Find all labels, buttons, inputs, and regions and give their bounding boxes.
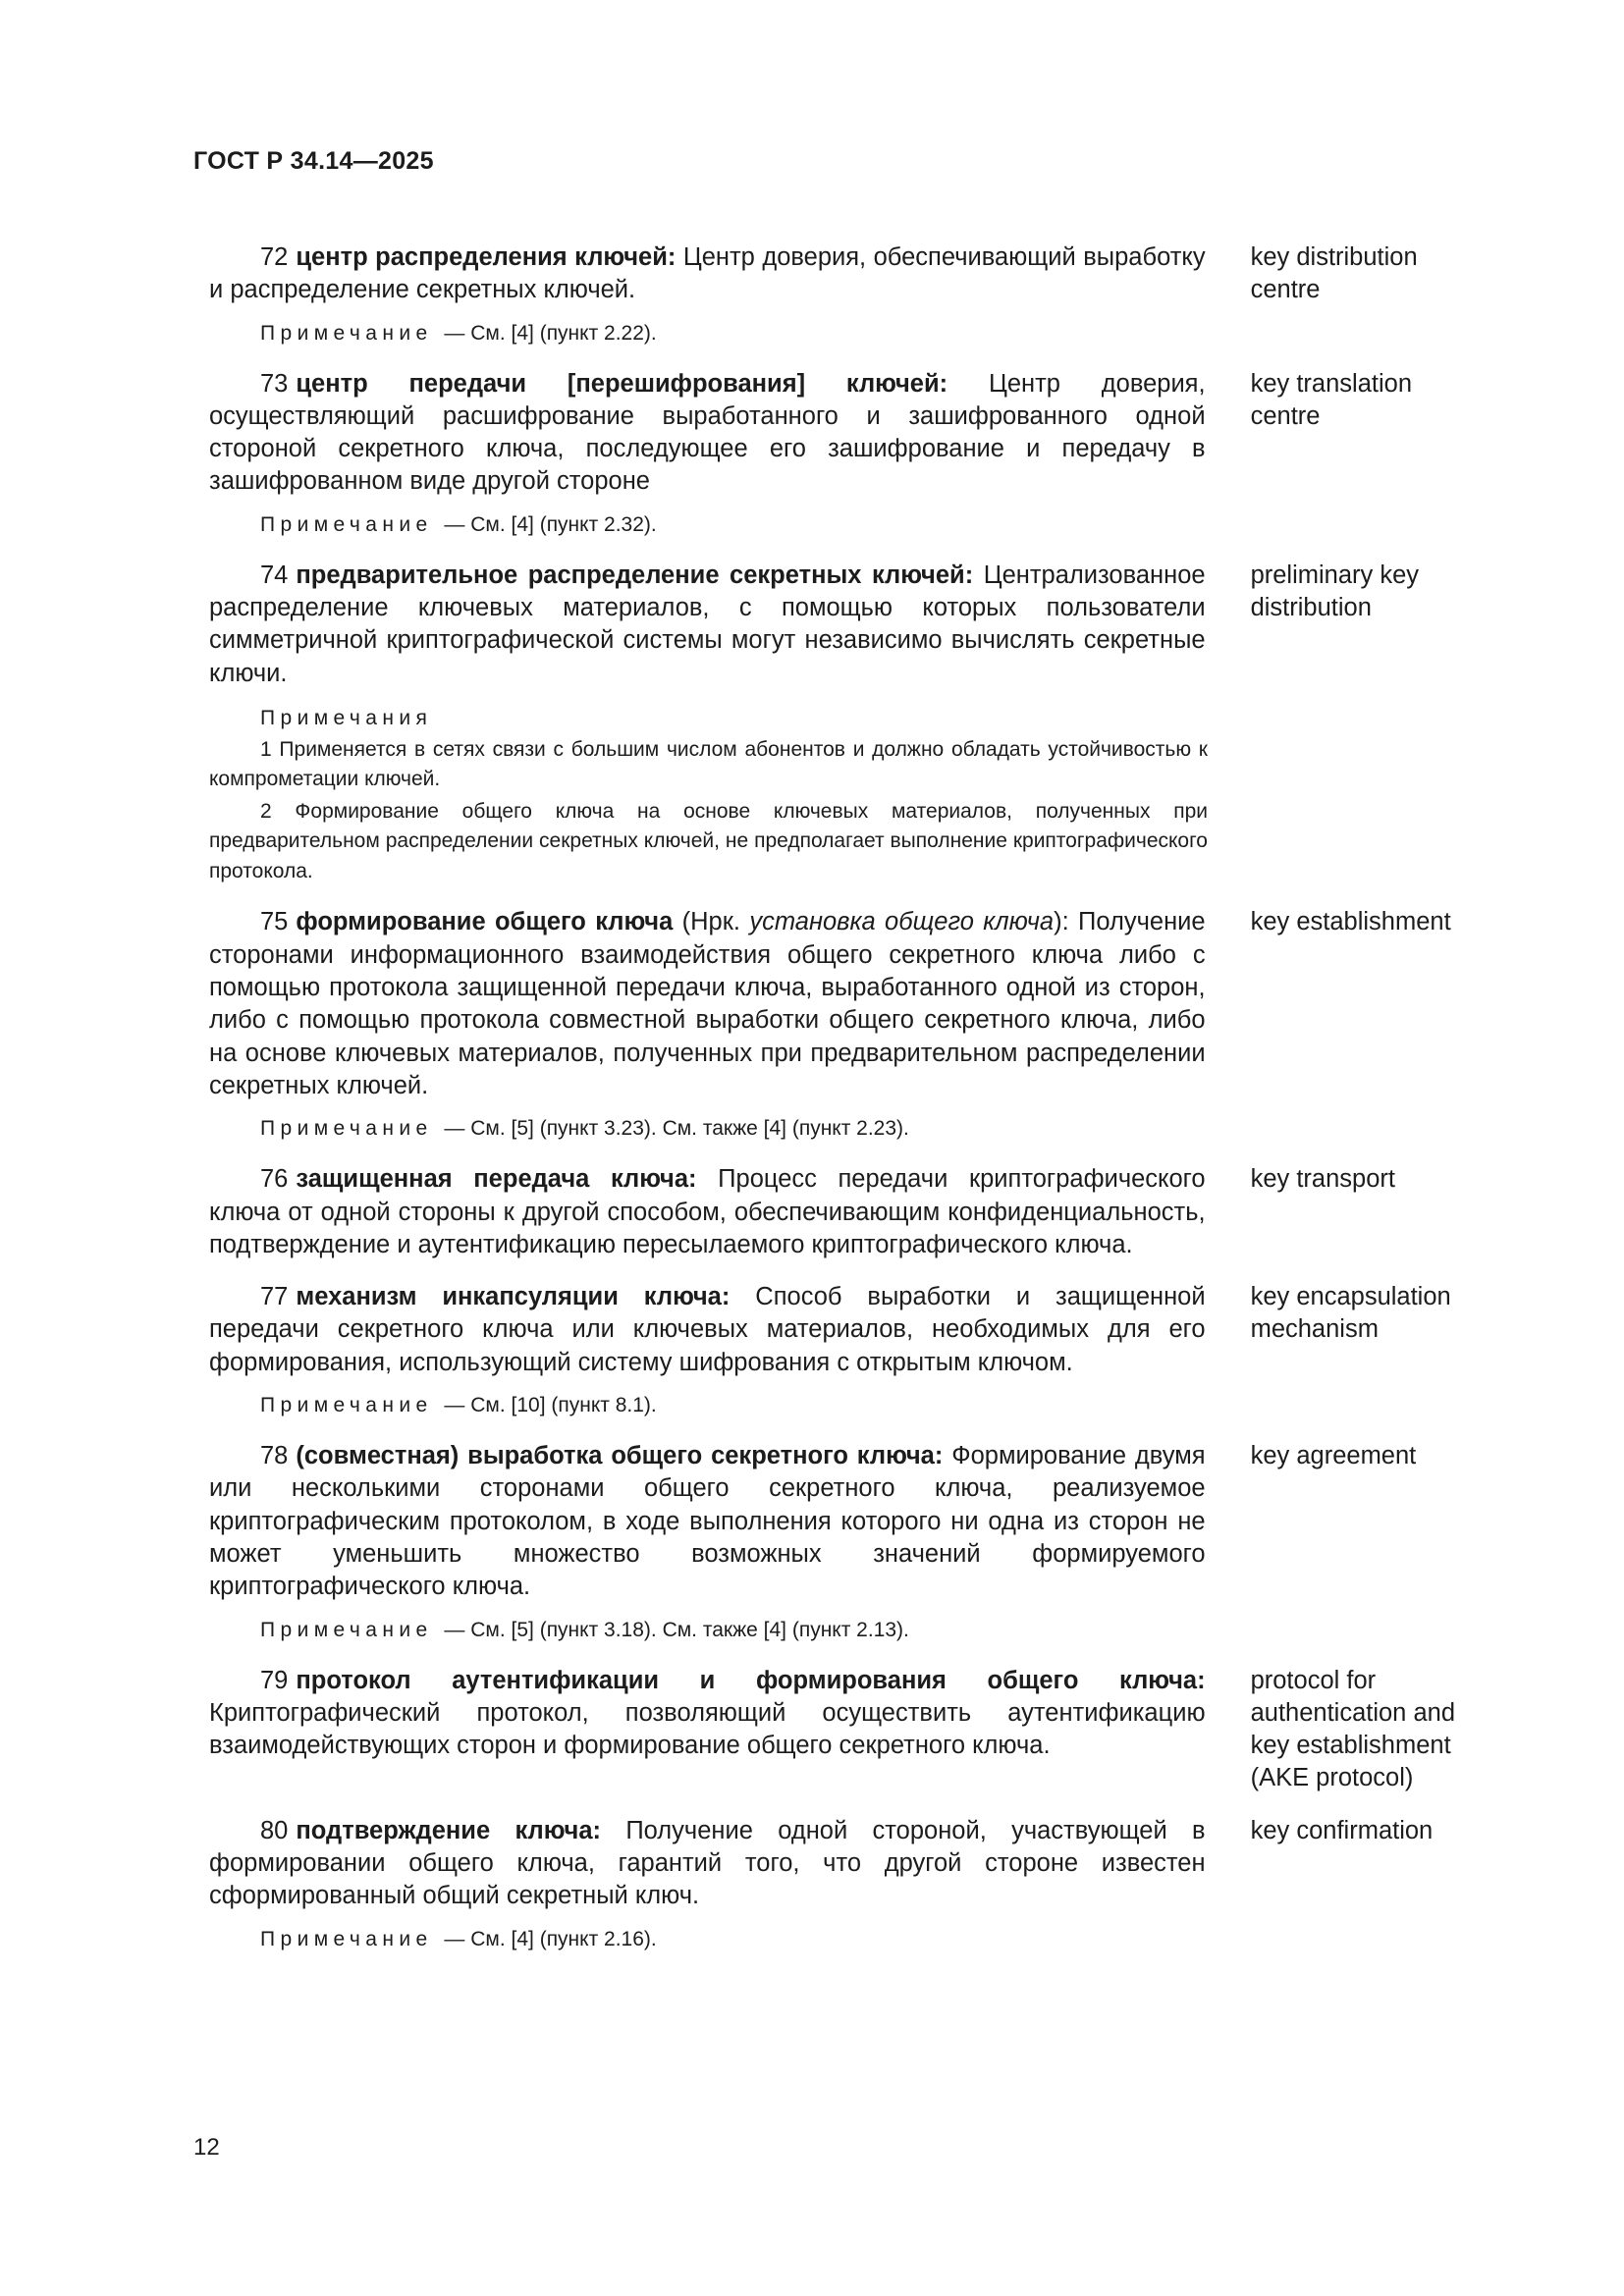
term-definition — [209, 1440, 1206, 1603]
term-notes — [209, 704, 1486, 887]
term-number: 75 — [260, 908, 289, 936]
term-note: Примечание — См. [4] (пункт 2.32). — [260, 512, 657, 536]
term-definition — [209, 1163, 1206, 1261]
term-note: Примечание — См. [5] (пункт 3.18). См. также [4] (пункт 2.13). — [260, 1618, 909, 1641]
term-number: 74 — [260, 561, 289, 589]
notes-title: Примечания — [260, 706, 433, 729]
term-entry-79 — [209, 1665, 1486, 1795]
term-name: формирование общего ключа — [296, 908, 674, 936]
term-entry-74 — [209, 560, 1486, 887]
term-text: Криптографический протокол, позволяющий осуществить аутентификацию взаимодействующих сторон и формирование общего секретного ключа. — [209, 1698, 1206, 1760]
term-definition — [209, 241, 1206, 307]
term-name: предварительное распределение секретных ключей: — [296, 561, 974, 589]
page-number: 12 — [193, 2134, 220, 2161]
term-number: 78 — [260, 1442, 289, 1470]
term-definition — [209, 368, 1206, 499]
note-item: 2 Формирование общего ключа на основе ключевых материалов, полученных при предварительном распределении секретных ключей, не предполагает выполнение криптографического протокола. — [209, 799, 1208, 882]
english-equivalent: key encapsulation mechanism — [1250, 1283, 1451, 1344]
english-equivalent: key agreement — [1250, 1442, 1417, 1470]
term-name: механизм инкапсуляции ключа: — [296, 1283, 731, 1311]
term-definition — [209, 560, 1206, 690]
term-entry-73 — [209, 368, 1486, 540]
english-equivalent: key translation centre — [1250, 369, 1412, 430]
english-equivalent: preliminary key distribution — [1250, 561, 1420, 622]
term-number: 76 — [260, 1165, 289, 1194]
page-header: ГОСТ Р 34.14—2025 — [193, 147, 434, 175]
english-equivalent: key distribution centre — [1250, 243, 1418, 304]
term-number: 72 — [260, 243, 289, 271]
term-text: Центр доверия, обеспечивающий выработку и распределение секретных ключей. — [209, 243, 1206, 304]
term-name: (совместная) выработка общего секретного ключа: — [296, 1442, 944, 1470]
term-text: Получение одной стороной, участвующей в формировании общего ключа, гарантий того, что другой стороне известен сформированный общий секретный ключ. — [209, 1816, 1206, 1910]
term-name: центр передачи [перешифрования] ключей: — [296, 369, 948, 398]
english-equivalent: key transport — [1250, 1165, 1395, 1194]
term-entry-72 — [209, 241, 1486, 348]
term-definition — [209, 1815, 1206, 1913]
term-entry-76 — [209, 1163, 1486, 1261]
term-entry-75 — [209, 906, 1486, 1144]
non-recommended-term: установка общего ключа — [749, 908, 1055, 936]
term-number: 77 — [260, 1283, 289, 1311]
note-item: 1 Применяется в сетях связи с большим числом абонентов и должно обладать устойчивостью к компрометации ключей. — [209, 737, 1208, 791]
term-definition — [209, 1665, 1206, 1795]
terms-list — [209, 241, 1486, 1974]
term-number: 79 — [260, 1666, 289, 1694]
term-name: подтверждение ключа: — [296, 1816, 602, 1844]
term-text: : Получение сторонами информационного взаимодействия общего секретного ключа либо с помощью протокола защищенной передачи ключа, выработанного одной из сторон, либо с помощью протокола совместной выработки общего секретного ключа, либо на основе ключевых материалов, полученных при предварительном распределении секретных ключей. — [209, 908, 1206, 1099]
term-text: Централизованное распределение ключевых материалов, с помощью которых пользователи симметричной криптографической системы могут независимо вычислять секретные ключи. — [209, 561, 1206, 687]
term-note: Примечание — См. [4] (пункт 2.22). — [260, 321, 657, 345]
term-text: Формирование двумя или несколькими сторонами общего секретного ключа, реализуемое криптографическим протоколом, в ходе выполнения которого ни одна из сторон не может уменьшить множество возможных значений формируемого криптографического ключа. — [209, 1442, 1206, 1601]
english-equivalent: key establishment — [1250, 908, 1451, 936]
term-note: Примечание — См. [4] (пункт 2.16). — [260, 1927, 657, 1950]
term-entry-80 — [209, 1815, 1486, 1954]
term-name: центр распределения ключей: — [296, 243, 677, 271]
term-entry-77 — [209, 1281, 1486, 1420]
term-entry-78 — [209, 1440, 1486, 1644]
term-text: Процесс передачи криптографического ключа от одной стороны к другой способом, обеспечивающим конфиденциальность, подтверждение и аутентификацию пересылаемого криптографического ключа. — [209, 1165, 1206, 1258]
term-number: 80 — [260, 1816, 289, 1844]
term-text: Способ выработки и защищенной передачи секретного ключа или ключевых материалов, необходимых для его формирования, использующий систему шифрования с открытым ключом. — [209, 1283, 1206, 1376]
term-name: защищенная передача ключа: — [296, 1165, 697, 1194]
term-number: 73 — [260, 369, 289, 398]
english-equivalent: key confirmation — [1250, 1816, 1434, 1844]
term-text: Центр доверия, осуществляющий расшифрование выработанного и зашифрованного одной стороной секретного ключа, последующее его зашифрование и передачу в зашифрованном виде другой стороне — [209, 369, 1206, 496]
term-note: Примечание — См. [5] (пункт 3.23). См. также [4] (пункт 2.23). — [260, 1117, 909, 1141]
term-definition — [209, 1281, 1206, 1379]
english-equivalent: protocol for authentication and key establishment (AKE protocol) — [1250, 1666, 1455, 1792]
term-definition: 75 формирование общего ключа (Нрк. установка общего ключа): Получение сторонами информационного взаимодействия общего секретного ключа либо с помощью протокола защищенной передачи ключа, выработанного одной из сторон, либо с помощью протокола совместной выработки общего секретного ключа, либо на основе ключевых материалов, полученных при предварительном распределении секретных ключей. — [209, 908, 1206, 1099]
term-name: протокол аутентификации и формирования общего ключа: — [296, 1666, 1206, 1694]
term-note: Примечание — См. [10] (пункт 8.1). — [260, 1394, 657, 1417]
